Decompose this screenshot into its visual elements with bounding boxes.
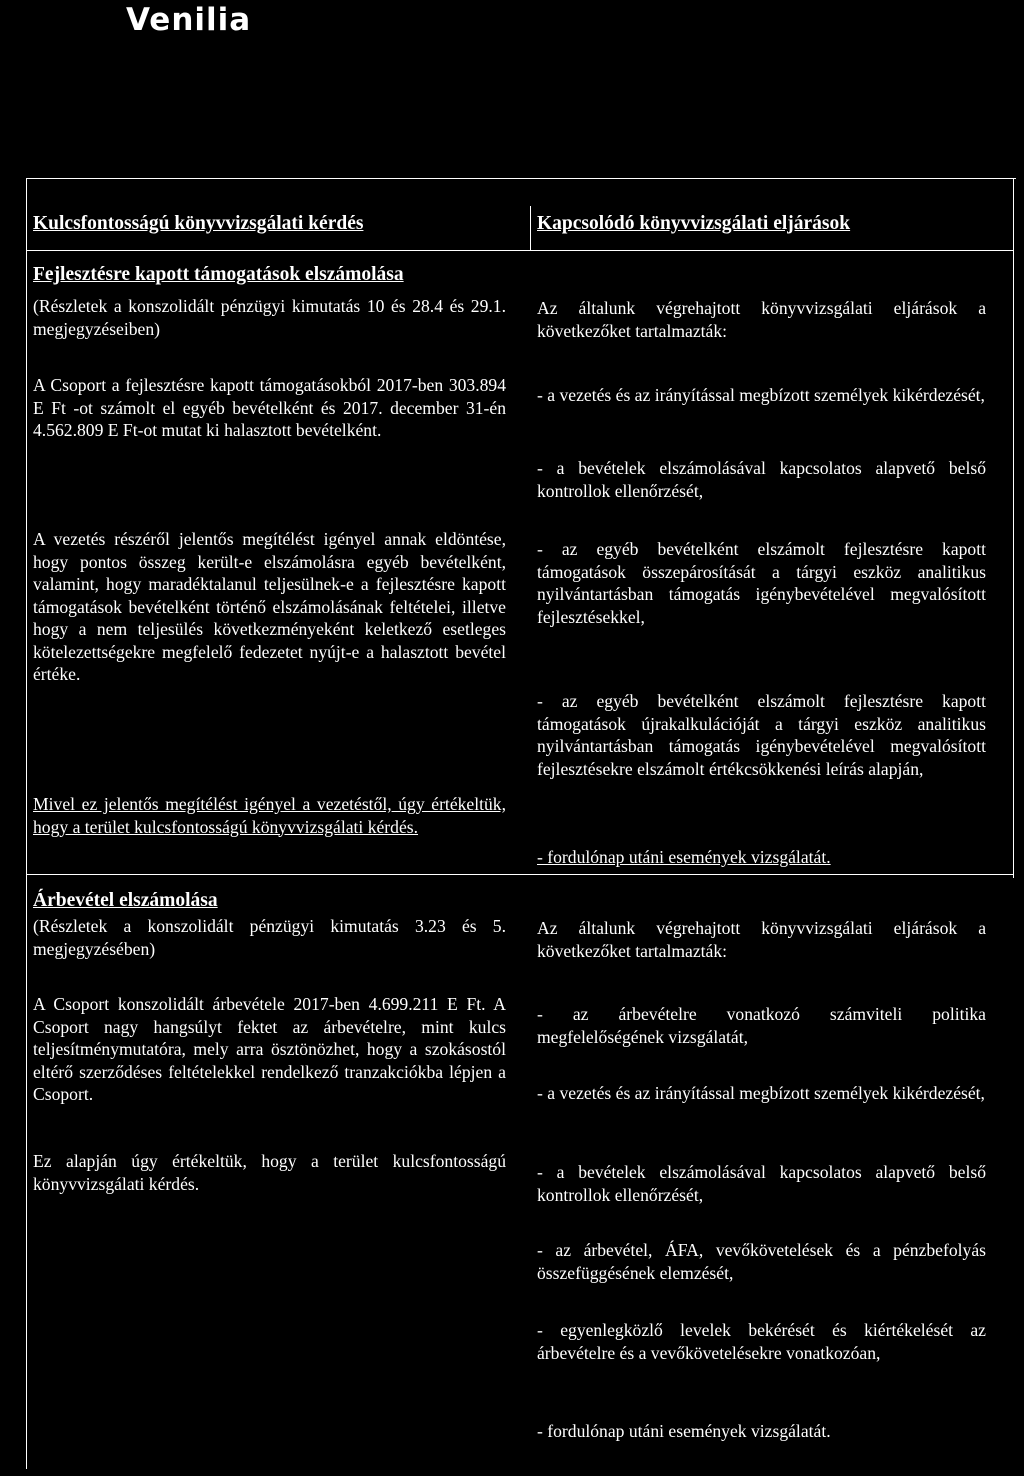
section2-procedure-item: - fordulónap utáni események vizsgálatát. (537, 1421, 831, 1441)
section2-procedure-item: - a bevételek elszámolásával kapcsolatos alapvető belső kontrollok ellenőrzését, (537, 1162, 986, 1205)
section2-revenue-text: A Csoport konszolidált árbevétele 2017-ben 4.699.211 E Ft. A Csoport nagy hangsúlyt fektet az árbevételre, mint kulcs teljesítménymutatóra, mely arra ösztönözhet, hogy a szokásostól eltérő szerződéses feltételekkel rendelkező tranzakciókba lépjen a Csoport. (33, 994, 506, 1104)
column-header-audit-procedures: Kapcsolódó könyvvizsgálati eljárások (537, 213, 851, 234)
section1-procedure-item: - a vezetés és az irányítással megbízott személyek kikérdezését, (537, 385, 985, 405)
section1-procedure-item: - fordulónap utáni események vizsgálatát. (537, 847, 831, 867)
section2-procedure-item: - az árbevétel, ÁFA, vevőkövetelések és a pénzbefolyás összefüggésének elemzését, (537, 1240, 986, 1283)
section1-reference-note: (Részletek a konszolidált pénzügyi kimutatás 10 és 28.4 és 29.1. megjegyzéseiben) (33, 296, 506, 339)
brand-logo: Venilia (126, 2, 252, 38)
section1-procedure-item: - az egyéb bevételként elszámolt fejlesztésre kapott támogatások újrakalkulációját a tárgyi eszköz analitikus nyilvántartásban támogatás igénybevételével megvalósított fejlesztésekre elszámolt értékcsökkenési leírás alapján, (537, 691, 986, 779)
section1-procedure-item: - a bevételek elszámolásával kapcsolatos alapvető belső kontrollok ellenőrzését, (537, 458, 986, 501)
column-header-key-audit-matter: Kulcsfontosságú könyvvizsgálati kérdés (33, 213, 364, 234)
section1-judgement-text: A vezetés részéről jelentős megítélést igényel annak eldöntése, hogy pontos összeg került-e elszámolásra egyéb bevételként, valamint, hogy maradéktalanul teljesülnek-e a fejlesztésre kapott támogatások bevételként történő elszámolásának feltételei, illetve hogy a nem teljesülés következményeként keletkező esetleges kötelezettségekre megfelelő fedezetet nyújt-e a halasztott bevétel értéke. (33, 529, 506, 684)
section-title-revenue-recognition: Árbevétel elszámolása (33, 890, 218, 911)
section-divider (26, 874, 1014, 875)
section1-procedure-item: - az egyéb bevételként elszámolt fejlesztésre kapott támogatások összepárosítását a tárgyi eszköz analitikus nyilvántartásban támogatás igénybevételével megvalósított fejlesztésekkel, (537, 539, 986, 627)
section2-procedure-item: - egyenlegközlő levelek bekérését és kiértékelését az árbevételre és a vevőkövetelésekre vonatkozóan, (537, 1320, 986, 1363)
section1-grant-amounts: A Csoport a fejlesztésre kapott támogatásokból 2017-ben 303.894 E Ft -ot számolt el egyéb bevételként és 2017. december 31-én 4.562.809 E Ft-ot mutat ki halasztott bevételként. (33, 375, 506, 440)
section1-procedures-intro: Az általunk végrehajtott könyvvizsgálati eljárások a következőket tartalmazták: (537, 298, 986, 341)
section1-conclusion: Mivel ez jelentős megítélést igényel a vezetéstől, úgy értékeltük, hogy a terület kulcsfontosságú könyvvizsgálati kérdés. (33, 794, 506, 837)
section2-procedures-intro: Az általunk végrehajtott könyvvizsgálati eljárások a következőket tartalmazták: (537, 918, 986, 961)
section2-procedure-item: - az árbevételre vonatkozó számviteli politika megfelelőségének vizsgálatát, (537, 1004, 986, 1047)
section2-conclusion: Ez alapján úgy értékeltük, hogy a terület kulcsfontosságú könyvvizsgálati kérdés. (33, 1151, 506, 1194)
table-right-border (1013, 178, 1014, 878)
section-title-development-grants: Fejlesztésre kapott támogatások elszámolása (33, 264, 404, 285)
column-divider (530, 206, 531, 251)
header-rule (26, 250, 1014, 251)
section2-procedure-item: - a vezetés és az irányítással megbízott személyek kikérdezését, (537, 1083, 985, 1103)
section2-reference-note: (Részletek a konszolidált pénzügyi kimutatás 3.23 és 5. megjegyzésében) (33, 916, 506, 959)
